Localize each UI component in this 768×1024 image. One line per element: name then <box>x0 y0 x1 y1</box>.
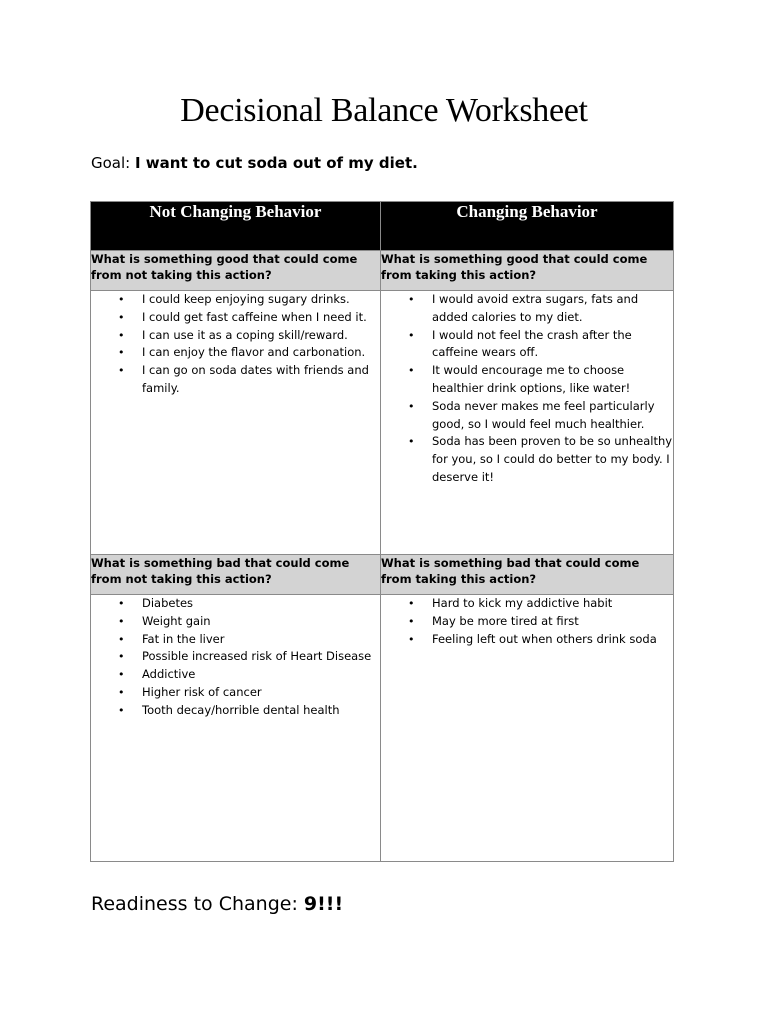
list-item <box>118 344 380 362</box>
bullet-icon: • <box>408 399 415 413</box>
bullet-icon: • <box>118 632 125 646</box>
list-item <box>118 327 380 345</box>
bad-question-changing: What is something bad that could come from taking this action? <box>381 555 674 595</box>
list-item-text: Tooth decay/horrible dental health <box>142 702 340 717</box>
bullet-icon: • <box>408 632 415 646</box>
list-item <box>408 398 673 434</box>
bad-answers-changing-cell <box>381 595 674 862</box>
list-item <box>118 666 380 684</box>
bullet-icon: • <box>118 364 125 378</box>
good-question-changing: What is something good that could come from taking this action? <box>381 251 674 291</box>
list-item-text: I would not feel the crash after the caffeine wears off. <box>432 327 632 360</box>
bullet-icon: • <box>408 293 415 306</box>
list-item <box>408 433 673 486</box>
list-item <box>408 631 673 649</box>
goal-line <box>91 154 418 172</box>
header-not-changing: Not Changing Behavior <box>91 202 381 251</box>
list-item <box>118 291 380 309</box>
bullet-icon: • <box>118 685 125 699</box>
bullet-icon: • <box>118 346 125 360</box>
bullet-icon: • <box>118 328 125 342</box>
good-changing-list <box>381 291 673 487</box>
worksheet-title: Decisional Balance Worksheet <box>180 92 588 129</box>
good-answers-row <box>91 291 674 555</box>
list-item-text: Fat in the liver <box>142 631 225 646</box>
bad-changing-list <box>381 595 673 648</box>
list-item-text: Soda never makes me feel particularly good, so I would feel much healthier. <box>432 398 655 431</box>
bad-answers-row <box>91 595 674 862</box>
list-item-text: Higher risk of cancer <box>142 684 262 699</box>
list-item <box>118 648 380 666</box>
bad-not-changing-list <box>91 595 380 720</box>
bullet-icon: • <box>118 597 125 610</box>
bullet-icon: • <box>408 614 415 628</box>
good-answers-not-changing-cell <box>91 291 381 555</box>
readiness-label: Readiness to Change: <box>91 893 298 915</box>
list-item-text: I could keep enjoying sugary drinks. <box>142 292 350 306</box>
bullet-icon: • <box>118 703 125 717</box>
bad-question-not-changing: What is something bad that could come from not taking this action? <box>91 555 381 595</box>
list-item-text: It would encourage me to choose healthier drink options, like water! <box>432 363 631 395</box>
list-item-text: I would avoid extra sugars, fats and added calories to my diet. <box>432 292 639 324</box>
list-item <box>118 362 380 398</box>
bullet-icon: • <box>118 650 125 664</box>
readiness-value: 9!!! <box>303 893 344 915</box>
bullet-icon: • <box>118 614 125 628</box>
bullet-icon: • <box>408 364 415 378</box>
list-item <box>408 362 673 398</box>
good-question-not-changing: What is something good that could come from not taking this action? <box>91 251 381 291</box>
list-item-text: I can use it as a coping skill/reward. <box>142 327 348 342</box>
list-item-text: Possible increased risk of Heart Disease <box>142 649 372 664</box>
list-item <box>118 309 380 327</box>
list-item-text: I can enjoy the flavor and carbonation. <box>142 345 366 360</box>
list-item-text: Hard to kick my addictive habit <box>432 596 613 610</box>
list-item-text: Weight gain <box>142 613 211 628</box>
good-not-changing-list <box>91 291 380 398</box>
bullet-icon: • <box>408 328 415 342</box>
list-item-text: Soda has been proven to be so unhealthy for you, so I could do better to my body. I deserve it! <box>432 434 673 484</box>
bullet-icon: • <box>118 668 125 682</box>
bad-answers-not-changing-cell <box>91 595 381 862</box>
list-item <box>408 613 673 631</box>
list-item <box>118 702 380 720</box>
list-item-text: Feeling left out when others drink soda <box>432 631 657 646</box>
list-item-text: I could get fast caffeine when I need it. <box>142 309 367 324</box>
list-item <box>408 595 673 613</box>
list-item <box>118 631 380 649</box>
bullet-icon: • <box>408 435 415 449</box>
bullet-icon: • <box>118 293 125 306</box>
header-row <box>91 202 674 251</box>
list-item-text: I can go on soda dates with friends and family. <box>142 363 369 395</box>
list-item <box>408 327 673 363</box>
list-item <box>118 595 380 613</box>
list-item-text: Diabetes <box>142 596 194 610</box>
bullet-icon: • <box>118 310 125 324</box>
header-changing: Changing Behavior <box>381 202 674 251</box>
good-answers-changing-cell <box>381 291 674 555</box>
list-item-text: Addictive <box>142 667 196 682</box>
decisional-balance-table <box>90 201 674 862</box>
bullet-icon: • <box>408 597 415 610</box>
list-item <box>118 684 380 702</box>
goal-label: Goal: <box>91 154 131 172</box>
list-item <box>118 613 380 631</box>
list-item-text: May be more tired at first <box>432 613 579 628</box>
goal-value: I want to cut soda out of my diet. <box>135 154 418 172</box>
good-question-row <box>91 251 674 291</box>
list-item <box>408 291 673 327</box>
readiness-line <box>91 893 343 915</box>
bad-question-row <box>91 555 674 595</box>
